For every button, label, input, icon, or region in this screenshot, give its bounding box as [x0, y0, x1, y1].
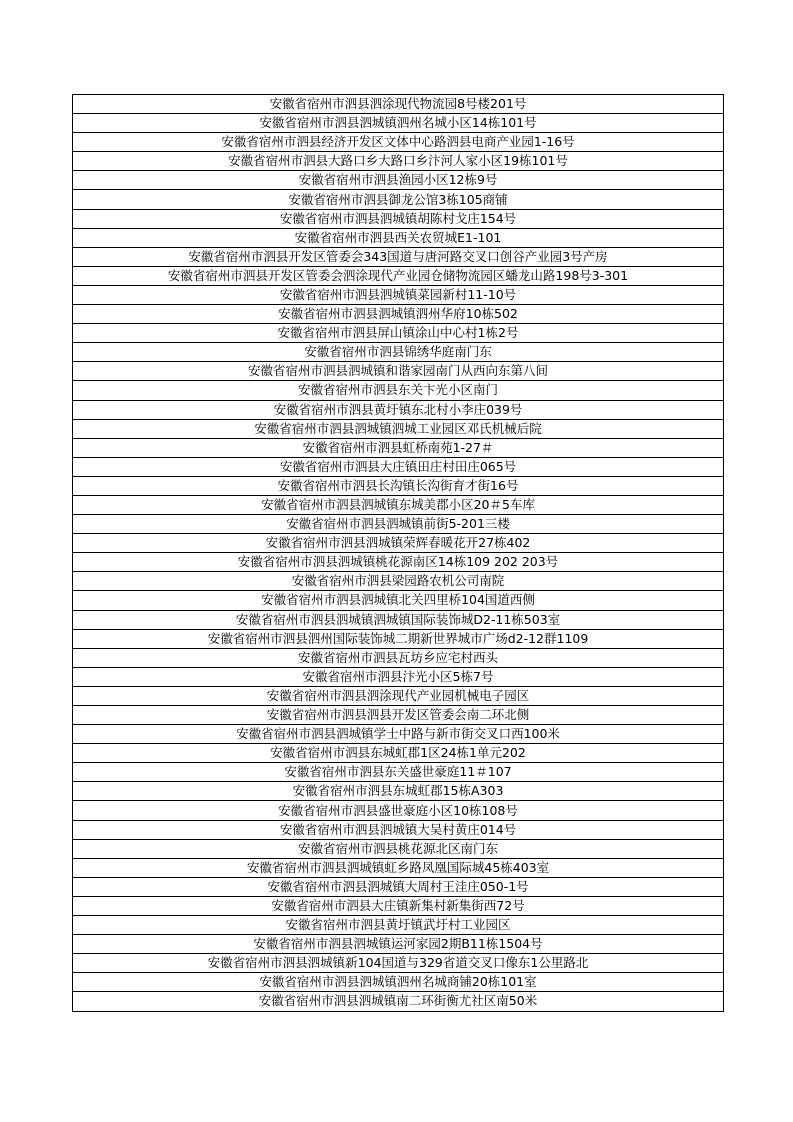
address-cell: 安徽省宿州市泗县泗城镇泗城工业园区邓氏机械后院 — [73, 419, 724, 438]
table-row — [73, 935, 724, 954]
table-row — [73, 973, 724, 992]
address-cell: 安徽省宿州市泗县泗城镇前街5-201三楼 — [73, 515, 724, 534]
table-row — [73, 438, 724, 457]
address-cell: 安徽省宿州市泗县黄圩镇东北村小李庄039号 — [73, 400, 724, 419]
address-cell: 安徽省宿州市泗县大庄镇新集村新集街西72号 — [73, 896, 724, 915]
table-row — [73, 667, 724, 686]
table-row — [73, 916, 724, 935]
table-row — [73, 228, 724, 247]
table-row — [73, 114, 724, 133]
address-cell: 安徽省宿州市泗县桃花源北区南门东 — [73, 839, 724, 858]
address-cell: 安徽省宿州市泗县瓦坊乡应宅村西头 — [73, 648, 724, 667]
table-row — [73, 782, 724, 801]
table-row — [73, 209, 724, 228]
table-row — [73, 266, 724, 285]
address-cell: 安徽省宿州市泗县泗涂现代产业园机械电子园区 — [73, 686, 724, 705]
address-cell: 安徽省宿州市泗县泗城镇虹乡路凤凰国际城45栋403室 — [73, 858, 724, 877]
address-cell: 安徽省宿州市泗县大路口乡大路口乡汴河人家小区19栋101号 — [73, 152, 724, 171]
table-row — [73, 171, 724, 190]
address-cell: 安徽省宿州市泗县开发区管委会343国道与唐河路交叉口创谷产业园3号产房 — [73, 247, 724, 266]
address-cell: 安徽省宿州市泗县泗城镇北关四里桥104国道西侧 — [73, 591, 724, 610]
address-cell: 安徽省宿州市泗县泗城镇南二环街衡尤社区南50米 — [73, 992, 724, 1011]
table-row — [73, 744, 724, 763]
table-row — [73, 706, 724, 725]
address-cell: 安徽省宿州市泗县泗州国际装饰城二期新世界城市广场d2-12群1109 — [73, 629, 724, 648]
table-row — [73, 725, 724, 744]
table-row — [73, 457, 724, 476]
table-row — [73, 553, 724, 572]
address-cell: 安徽省宿州市泗县开发区管委会泗涂现代产业园仓储物流园区蟠龙山路198号3-301 — [73, 266, 724, 285]
table-row — [73, 362, 724, 381]
table-row — [73, 381, 724, 400]
table-row — [73, 801, 724, 820]
table-row — [73, 324, 724, 343]
address-cell: 安徽省宿州市泗县泗城镇和谐家园南门从西向东第八间 — [73, 362, 724, 381]
table-row — [73, 133, 724, 152]
address-cell: 安徽省宿州市泗县泗城镇学士中路与新市街交叉口西100米 — [73, 725, 724, 744]
table-row — [73, 476, 724, 495]
table-row — [73, 247, 724, 266]
table-row — [73, 419, 724, 438]
table-row — [73, 648, 724, 667]
address-cell: 安徽省宿州市泗县泗城镇泗州名城商铺20栋101室 — [73, 973, 724, 992]
table-row — [73, 534, 724, 553]
address-cell: 安徽省宿州市泗县泗城镇新104国道与329省道交叉口像东1公里路北 — [73, 954, 724, 973]
address-table-body — [73, 95, 724, 1012]
table-row — [73, 591, 724, 610]
table-row — [73, 820, 724, 839]
address-cell: 安徽省宿州市泗县东关盛世豪庭11＃107 — [73, 763, 724, 782]
table-row — [73, 495, 724, 514]
address-cell: 安徽省宿州市泗县屏山镇涂山中心村1栋2号 — [73, 324, 724, 343]
table-row — [73, 763, 724, 782]
address-cell: 安徽省宿州市泗县泗城镇大周村王洼庄050-1号 — [73, 877, 724, 896]
table-row — [73, 686, 724, 705]
address-cell: 安徽省宿州市泗县东城虹郡1区24栋1单元202 — [73, 744, 724, 763]
address-cell: 安徽省宿州市泗县渔园小区12栋9号 — [73, 171, 724, 190]
address-cell: 安徽省宿州市泗县东关卞光小区南门 — [73, 381, 724, 400]
table-row — [73, 285, 724, 304]
address-cell: 安徽省宿州市泗县锦绣华庭南门东 — [73, 343, 724, 362]
table-row — [73, 610, 724, 629]
address-cell: 安徽省宿州市泗县泗城镇泗城镇国际装饰城D2-11栋503室 — [73, 610, 724, 629]
address-cell: 安徽省宿州市泗县虹桥南苑1-27＃ — [73, 438, 724, 457]
address-table — [72, 94, 724, 1012]
address-cell: 安徽省宿州市泗县泗城镇泗州华府10栋502 — [73, 305, 724, 324]
address-cell: 安徽省宿州市泗县大庄镇田庄村田庄065号 — [73, 457, 724, 476]
address-cell: 安徽省宿州市泗县泗城镇荣辉春暖花开27栋402 — [73, 534, 724, 553]
table-row — [73, 515, 724, 534]
address-cell: 安徽省宿州市泗县泗城镇泗州名城小区14栋101号 — [73, 114, 724, 133]
address-cell: 安徽省宿州市泗县东城虹郡15栋A303 — [73, 782, 724, 801]
table-row — [73, 629, 724, 648]
address-cell: 安徽省宿州市泗县泗城镇桃花源南区14栋109 202 203号 — [73, 553, 724, 572]
address-cell: 安徽省宿州市泗县西关农贸城E1-101 — [73, 228, 724, 247]
address-cell: 安徽省宿州市泗县泗城镇东城美郡小区20＃5车库 — [73, 495, 724, 514]
address-cell: 安徽省宿州市泗县泗城镇胡陈村戈庄154号 — [73, 209, 724, 228]
address-cell: 安徽省宿州市泗县泗城镇菜园新村11-10号 — [73, 285, 724, 304]
table-row — [73, 572, 724, 591]
address-cell: 安徽省宿州市泗县经济开发区文体中心路泗县电商产业园1-16号 — [73, 133, 724, 152]
address-cell: 安徽省宿州市泗县黄圩镇武圩村工业园区 — [73, 916, 724, 935]
address-cell: 安徽省宿州市泗县梁园路农机公司南院 — [73, 572, 724, 591]
table-row — [73, 896, 724, 915]
address-cell: 安徽省宿州市泗县泗涂现代物流园8号楼201号 — [73, 95, 724, 114]
table-row — [73, 190, 724, 209]
table-row — [73, 152, 724, 171]
table-row — [73, 992, 724, 1011]
address-cell: 安徽省宿州市泗县泗城镇大吴村黄庄014号 — [73, 820, 724, 839]
table-row — [73, 400, 724, 419]
address-cell: 安徽省宿州市泗县泗县开发区管委会南二环北侧 — [73, 706, 724, 725]
table-row — [73, 839, 724, 858]
address-cell: 安徽省宿州市泗县御龙公馆3栋105商铺 — [73, 190, 724, 209]
table-row — [73, 954, 724, 973]
table-row — [73, 305, 724, 324]
table-row — [73, 877, 724, 896]
table-row — [73, 343, 724, 362]
address-cell: 安徽省宿州市泗县长沟镇长沟街育才街16号 — [73, 476, 724, 495]
table-row — [73, 95, 724, 114]
address-cell: 安徽省宿州市泗县盛世豪庭小区10栋108号 — [73, 801, 724, 820]
address-cell: 安徽省宿州市泗县泗城镇运河家园2期B11栋1504号 — [73, 935, 724, 954]
address-cell: 安徽省宿州市泗县汴光小区5栋7号 — [73, 667, 724, 686]
table-row — [73, 858, 724, 877]
